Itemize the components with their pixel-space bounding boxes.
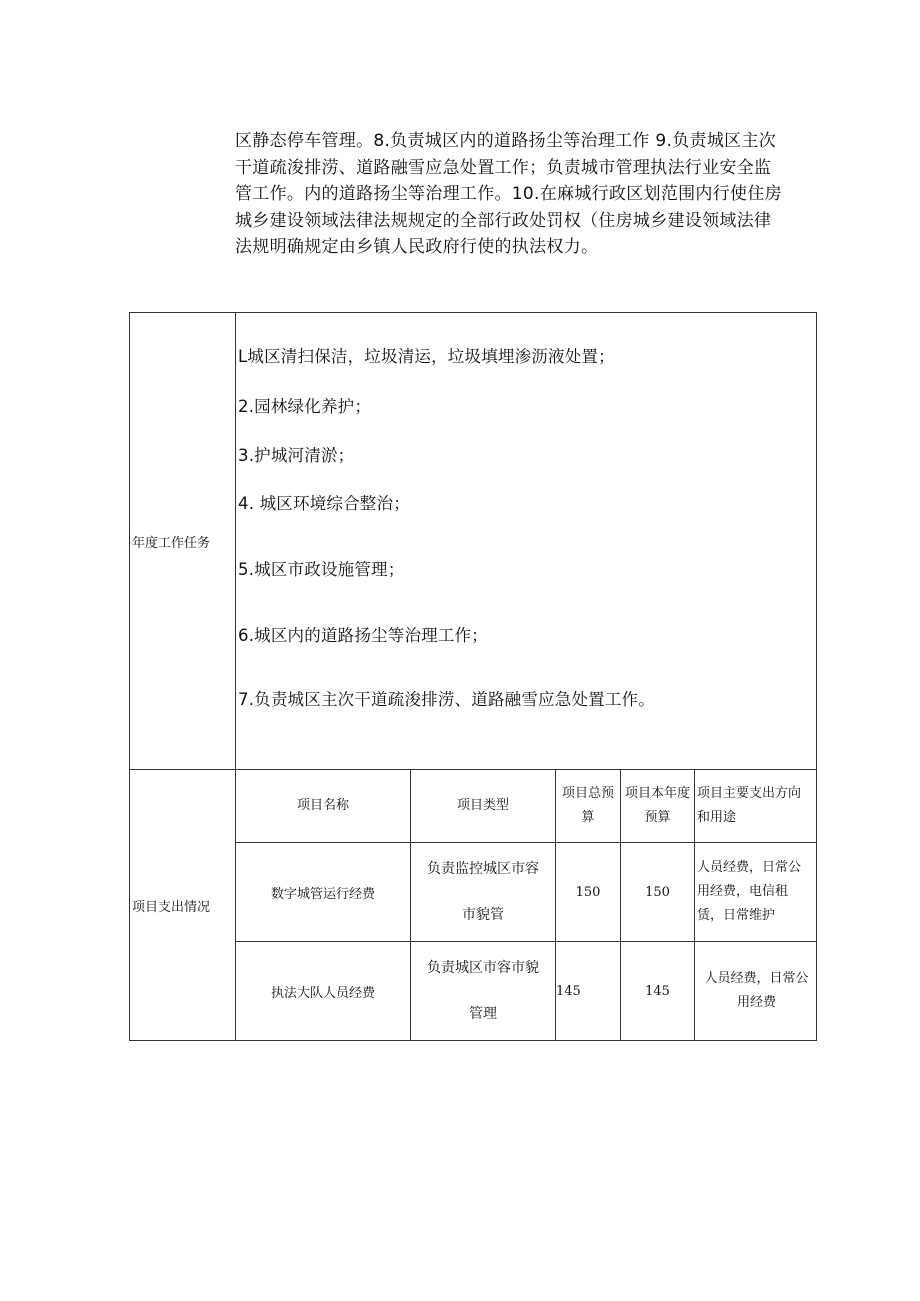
project-type-line: 负责城区市容市貌 bbox=[427, 960, 539, 976]
intro-line: 城乡建设领域法律法规规定的全部行政处罚权（住房城乡建设领域法律 bbox=[235, 210, 772, 231]
header-annual-budget-line: 项目本年度 bbox=[624, 786, 690, 801]
usage-line: 用经费 bbox=[737, 995, 777, 1010]
header-usage bbox=[695, 770, 817, 843]
total-budget: 145 bbox=[556, 942, 621, 1041]
header-total-budget-line: 算 bbox=[581, 810, 595, 825]
header-project-type: 项目类型 bbox=[411, 770, 556, 843]
intro-line: 法规明确规定由乡镇人民政府行使的执法权力。 bbox=[235, 237, 599, 257]
project-name: 执法大队人员经费 bbox=[236, 942, 411, 1041]
intro-line: 干道疏浚排涝、道路融雪应急处置工作；负责城市管理执法行业安全监 bbox=[235, 157, 772, 178]
usage-line: 用经费，电信租 bbox=[697, 884, 789, 899]
intro-line: 区静态停车管理。8.负责城区内的道路扬尘等治理工作 9.负责城区主次 bbox=[235, 131, 777, 151]
header-usage-line: 和用途 bbox=[697, 810, 737, 825]
header-usage-line: 项目主要支出方向 bbox=[697, 786, 802, 801]
intro-line: 管工作。内的道路扬尘等治理工作。10.在麻城行政区划范围内行使住房 bbox=[235, 184, 782, 204]
task-item: 2.园林绿化养护； bbox=[238, 397, 372, 416]
header-annual-budget bbox=[621, 770, 695, 843]
annual-tasks-row bbox=[130, 313, 817, 770]
project-type bbox=[411, 942, 556, 1041]
task-item: 6.城区内的道路扬尘等治理工作； bbox=[238, 626, 488, 645]
task-item: 5.城区市政设施管理； bbox=[238, 560, 405, 579]
annual-budget: 150 bbox=[621, 843, 695, 942]
header-total-budget bbox=[556, 770, 621, 843]
expense-header-row bbox=[130, 770, 817, 843]
usage-line: 赁，日常维护 bbox=[697, 908, 776, 923]
annual-budget: 145 bbox=[621, 942, 695, 1041]
header-total-budget-line: 项目总预 bbox=[561, 786, 614, 801]
project-name: 数字城管运行经费 bbox=[236, 843, 411, 942]
header-project-name: 项目名称 bbox=[236, 770, 411, 843]
project-type bbox=[411, 843, 556, 942]
task-item: 3.护城河清淤； bbox=[238, 446, 355, 465]
annual-tasks-label: 年度工作任务 bbox=[130, 313, 236, 770]
usage-line: 人员经费，日常公 bbox=[697, 860, 802, 875]
project-type-line: 管理 bbox=[469, 1006, 497, 1022]
usage bbox=[695, 942, 817, 1041]
project-type-line: 市貌管 bbox=[462, 907, 504, 923]
usage bbox=[695, 843, 817, 942]
budget-table bbox=[129, 312, 817, 1041]
project-expenses-label: 项目支出情况 bbox=[130, 770, 236, 1041]
header-annual-budget-line: 预算 bbox=[644, 810, 671, 825]
total-budget: 150 bbox=[556, 843, 621, 942]
task-item: L城区清扫保洁，垃圾清运，垃圾填埋渗沥液处置； bbox=[238, 347, 615, 366]
annual-tasks-list bbox=[236, 313, 817, 770]
task-item: 7.负责城区主次干道疏浚排涝、道路融雪应急处置工作。 bbox=[238, 690, 655, 709]
project-type-line: 负责监控城区市容 bbox=[427, 861, 539, 877]
usage-line: 人员经费，日常公 bbox=[704, 971, 809, 986]
intro-paragraph bbox=[235, 128, 820, 261]
task-item: 4. 城区环境综合整治； bbox=[238, 494, 410, 513]
